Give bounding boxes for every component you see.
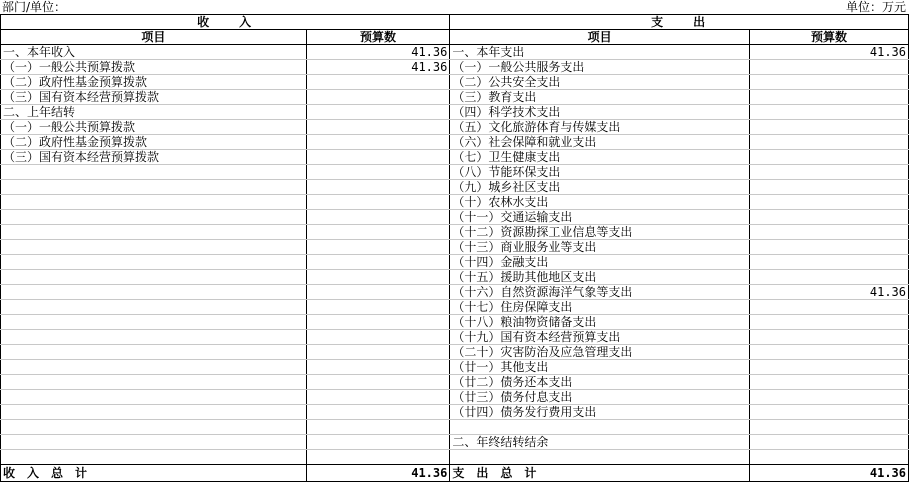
income-item-cell: （二）政府性基金预算拨款 [1,75,307,90]
expense-item-cell: （一）一般公共服务支出 [450,60,750,75]
expense-item-cell [450,420,750,435]
expense-item-cell: （廿三）债务付息支出 [450,390,750,405]
expense-item-cell: （五）文化旅游体育与传媒支出 [450,120,750,135]
expense-item-cell: 一、本年支出 [450,45,750,60]
table-row [1,75,909,90]
income-item-cell [1,390,307,405]
expense-item-cell: （十六）自然资源海洋气象等支出 [450,285,750,300]
income-budget-cell: 41.36 [306,60,450,75]
table-row [1,315,909,330]
expense-budget-cell [749,255,908,270]
expense-budget-cell [749,180,908,195]
expense-item-cell: （廿一）其他支出 [450,360,750,375]
expense-budget-cell [749,450,908,465]
expense-item-cell: （十四）金融支出 [450,255,750,270]
table-row [1,405,909,420]
income-item-cell [1,360,307,375]
income-budget-cell [306,375,450,390]
expense-budget-cell [749,375,908,390]
income-item-cell [1,405,307,420]
income-item-cell: （一）一般公共预算拨款 [1,60,307,75]
expense-item-cell: （六）社会保障和就业支出 [450,135,750,150]
table-row [1,105,909,120]
income-item-cell: （三）国有资本经营预算拨款 [1,90,307,105]
expense-item-cell [450,450,750,465]
table-row [1,420,909,435]
expense-item-cell: （十七）住房保障支出 [450,300,750,315]
expense-budget-cell [749,105,908,120]
expense-budget-cell [749,300,908,315]
expense-budget-cell [749,390,908,405]
expense-budget-cell [749,405,908,420]
income-budget-cell [306,180,450,195]
income-budget-cell: 41.36 [306,45,450,60]
total-row [1,465,909,482]
income-budget-cell [306,90,450,105]
expense-item-header: 项目 [450,30,750,45]
income-budget-cell [306,240,450,255]
expense-item-cell: （十二）资源勘探工业信息等支出 [450,225,750,240]
table-row [1,210,909,225]
income-item-cell [1,450,307,465]
expense-item-cell: （八）节能环保支出 [450,165,750,180]
table-row [1,285,909,300]
expense-budget-cell [749,120,908,135]
income-budget-cell [306,285,450,300]
income-item-cell: 二、上年结转 [1,105,307,120]
budget-table [0,14,909,482]
expense-budget-cell [749,315,908,330]
expense-item-cell: 二、年终结转结余 [450,435,750,450]
table-row [1,90,909,105]
expense-budget-cell [749,345,908,360]
income-item-cell [1,300,307,315]
income-item-cell [1,420,307,435]
income-budget-header: 预算数 [306,30,450,45]
table-row [1,375,909,390]
table-row [1,390,909,405]
income-budget-cell [306,405,450,420]
income-item-header: 项目 [1,30,307,45]
table-row [1,270,909,285]
income-item-cell [1,210,307,225]
income-item-cell [1,225,307,240]
expense-item-cell: （十八）粮油物资储备支出 [450,315,750,330]
report-header [0,0,910,14]
expense-item-cell: （十三）商业服务业等支出 [450,240,750,255]
table-row [1,150,909,165]
expense-item-cell: （十九）国有资本经营预算支出 [450,330,750,345]
income-budget-cell [306,75,450,90]
expense-item-cell: （二十）灾害防治及应急管理支出 [450,345,750,360]
income-budget-cell [306,420,450,435]
expense-budget-cell [749,75,908,90]
expense-budget-cell [749,210,908,225]
income-item-cell [1,330,307,345]
expense-budget-cell [749,60,908,75]
income-item-cell [1,180,307,195]
income-budget-cell [306,450,450,465]
expense-budget-cell [749,360,908,375]
expense-item-cell: （四）科学技术支出 [450,105,750,120]
income-item-cell [1,165,307,180]
income-budget-cell [306,135,450,150]
income-budget-cell [306,270,450,285]
income-budget-cell [306,345,450,360]
table-row [1,300,909,315]
income-budget-cell [306,255,450,270]
expense-item-cell: （十一）交通运输支出 [450,210,750,225]
income-budget-cell [306,150,450,165]
table-row [1,180,909,195]
table-row [1,60,909,75]
table-row [1,45,909,60]
expense-item-cell: （二）公共安全支出 [450,75,750,90]
expense-budget-cell [749,225,908,240]
expense-item-cell: （廿四）债务发行费用支出 [450,405,750,420]
table-row [1,345,909,360]
table-row [1,165,909,180]
income-budget-cell [306,360,450,375]
expense-item-cell: （九）城乡社区支出 [450,180,750,195]
table-row [1,330,909,345]
income-item-cell [1,195,307,210]
income-budget-cell [306,435,450,450]
unit-label: 单位：万元 [845,0,906,14]
expense-item-cell: （廿二）债务还本支出 [450,375,750,390]
income-total-label: 收 入 总 计 [1,465,307,482]
expense-section-title: 支 出 [450,15,909,30]
income-budget-cell [306,165,450,180]
income-item-cell: （三）国有资本经营预算拨款 [1,150,307,165]
expense-budget-cell: 41.36 [749,285,908,300]
expense-item-cell: （十五）援助其他地区支出 [450,270,750,285]
table-row [1,435,909,450]
income-budget-cell [306,210,450,225]
income-item-cell: （二）政府性基金预算拨款 [1,135,307,150]
expense-budget-cell [749,90,908,105]
income-item-cell: （一）一般公共预算拨款 [1,120,307,135]
department-label: 部门/单位： [2,0,67,14]
income-item-cell [1,375,307,390]
income-budget-cell [306,105,450,120]
expense-budget-cell [749,135,908,150]
expense-budget-cell [749,330,908,345]
column-header-row [1,30,909,45]
expense-item-cell: （十）农林水支出 [450,195,750,210]
income-budget-cell [306,120,450,135]
income-item-cell [1,270,307,285]
income-section-title: 收 入 [1,15,450,30]
income-item-cell [1,315,307,330]
expense-budget-cell [749,165,908,180]
table-row [1,120,909,135]
income-budget-cell [306,315,450,330]
expense-budget-cell: 41.36 [749,45,908,60]
income-budget-cell [306,330,450,345]
income-item-cell [1,435,307,450]
table-row [1,195,909,210]
income-budget-cell [306,390,450,405]
section-header-row [1,15,909,30]
expense-item-cell: （三）教育支出 [450,90,750,105]
expense-item-cell: （七）卫生健康支出 [450,150,750,165]
expense-budget-cell [749,435,908,450]
income-total-value: 41.36 [306,465,450,482]
table-row [1,360,909,375]
table-row [1,135,909,150]
income-budget-cell [306,195,450,210]
income-item-cell [1,255,307,270]
expense-budget-header: 预算数 [749,30,908,45]
expense-budget-cell [749,195,908,210]
income-budget-cell [306,225,450,240]
expense-budget-cell [749,270,908,285]
expense-total-label: 支 出 总 计 [450,465,750,482]
income-item-cell [1,240,307,255]
income-budget-cell [306,300,450,315]
expense-budget-cell [749,150,908,165]
table-row [1,255,909,270]
income-item-cell [1,285,307,300]
table-row [1,225,909,240]
income-item-cell: 一、本年收入 [1,45,307,60]
table-row [1,450,909,465]
expense-budget-cell [749,240,908,255]
expense-total-value: 41.36 [749,465,908,482]
table-row [1,240,909,255]
income-item-cell [1,345,307,360]
expense-budget-cell [749,420,908,435]
